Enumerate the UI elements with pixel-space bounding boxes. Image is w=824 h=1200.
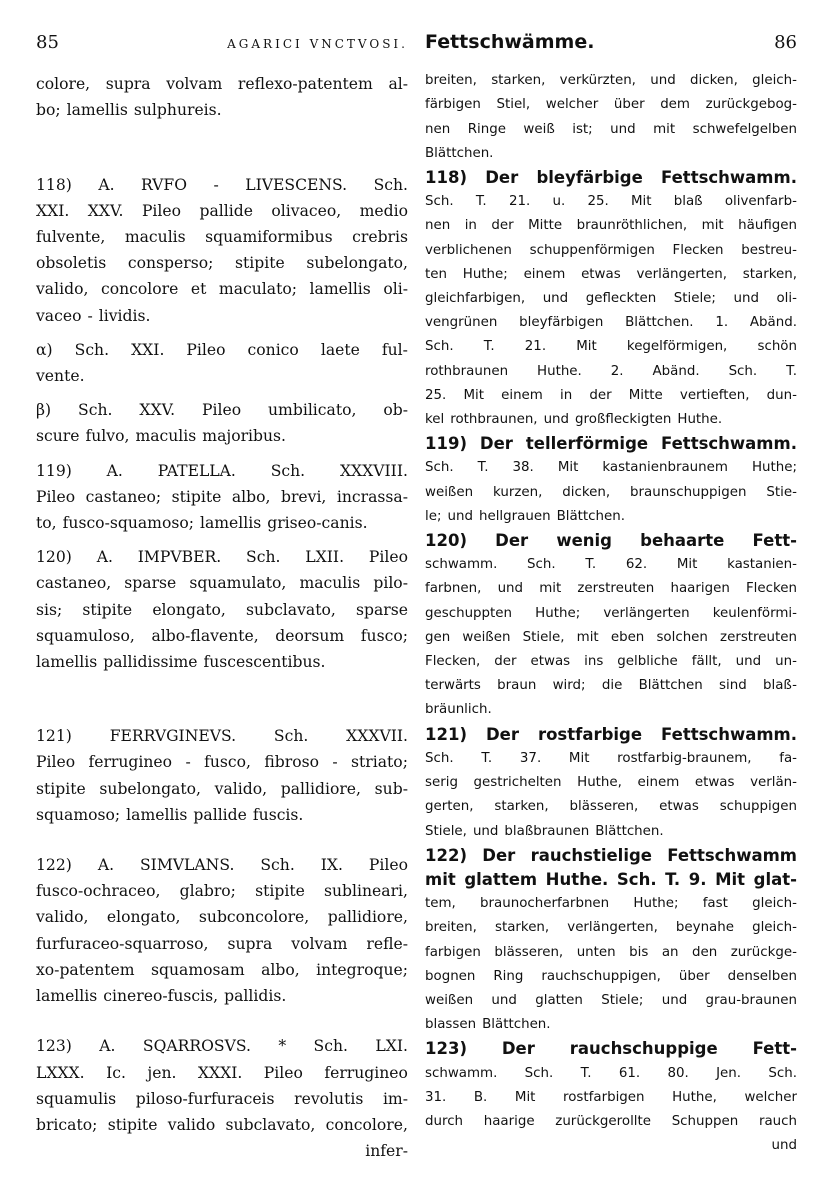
right-text-line: 31. B. Mit rostfarbigen Huthe, welcher	[425, 1089, 797, 1105]
left-text-line: bricato; stipite valido subclavato, concolore,	[36, 1115, 408, 1134]
left-paragraph-spacer	[36, 536, 408, 544]
right-text-line: kel rothbraunen, und großfleckigten Huthe.	[425, 412, 723, 428]
right-page	[425, 30, 797, 1158]
left-text-line: to, fusco-squamoso; lamellis griseo-canis.	[36, 514, 368, 533]
left-page	[36, 30, 408, 1164]
left-text-line: β) Sch. XXV. Pileo umbilicato, ob-	[36, 401, 408, 420]
left-paragraph	[36, 71, 408, 123]
right-text-line: Sch. T. 37. Mit rostfarbig-braunem, fa-	[425, 750, 797, 766]
left-paragraph-spacer	[36, 675, 408, 723]
right-text-line: rothbraunen Huthe. 2. Abänd. Sch. T.	[425, 363, 797, 379]
right-page-header	[425, 30, 797, 55]
left-text-line: squamoso; lamellis pallide fuscis.	[36, 805, 304, 824]
right-paragraph	[425, 69, 797, 166]
right-text-line: schwamm. Sch. T. 62. Mit kastanien-	[425, 557, 797, 573]
left-text-line: castaneo, sparse squamulato, maculis pilo-	[36, 574, 408, 593]
right-text-line: le; und hellgrauen Blättchen.	[425, 508, 626, 524]
left-text-line: colore, supra volvam reflexo-patentem al-	[36, 75, 408, 94]
left-text-line: XXI. XXV. Pileo pallide olivaceo, medio	[36, 201, 408, 220]
left-text-line: fulvente, maculis squamiformibus crebris	[36, 228, 408, 247]
left-text-line: 119) A. PATELLA. Sch. XXXVIII.	[36, 461, 408, 480]
right-text-line: weißen und glatten Stiele; und grau-braunen	[425, 992, 797, 1008]
right-paragraph	[425, 1037, 797, 1158]
left-text-line: Pileo ferrugineo - fusco, fibroso - striato;	[36, 753, 408, 772]
left-paragraph	[36, 723, 408, 828]
left-text-line: bo; lamellis sulphureis.	[36, 101, 222, 120]
left-text-line: 120) A. IMPVBER. Sch. LXII. Pileo	[36, 548, 408, 567]
right-text-line: 120) Der wenig behaarte Fett-	[425, 531, 797, 551]
left-text-line: fusco-ochraceo, glabro; stipite sublineari,	[36, 882, 408, 901]
right-text-line: farbnen, und mit zerstreuten haarigen Flecken	[425, 581, 797, 597]
left-paragraph	[36, 1033, 408, 1164]
right-text-line: geschuppten Huthe; verlängerten keulenförmi-	[425, 605, 797, 621]
right-text-line: 122) Der rauchstielige Fettschwamm	[425, 845, 797, 865]
right-text-line: tem, braunocherfarbnen Huthe; fast gleich-	[425, 896, 797, 912]
right-text-line: farbigen blässeren, unten bis an den zurückge-	[425, 944, 797, 960]
right-text-line: ten Huthe; einem etwas verlängerten, starken,	[425, 266, 797, 282]
right-text-line: breiten, starken, verlängerten, beynahe gleich-	[425, 920, 797, 936]
right-paragraph	[425, 166, 797, 432]
left-paragraph-spacer	[36, 828, 408, 852]
right-text-line: blassen Blättchen.	[425, 1017, 551, 1033]
left-page-number: 85	[36, 32, 59, 53]
left-paragraph	[36, 397, 408, 449]
left-text-line: Pileo castaneo; stipite albo, brevi, incrassa-	[36, 487, 408, 506]
right-text-line: nen in der Mitte braunröthlichen, mit häufigen	[425, 218, 797, 234]
left-paragraph	[36, 852, 408, 1009]
left-text-line: LXXX. Ic. jen. XXXI. Pileo ferrugineo	[36, 1063, 408, 1082]
left-paragraph-spacer	[36, 450, 408, 458]
right-text-line: gen weißen Stiele, mit eben solchen zerstreuten	[425, 629, 797, 645]
left-text-line: sis; stipite elongato, subclavato, sparse	[36, 600, 408, 619]
left-text-line: obsoletis conspersо; stipite subelongato,	[36, 254, 408, 273]
right-text-line: 118) Der bleyfärbige Fettschwamm.	[425, 168, 797, 188]
right-text-line: Sch. T. 21. u. 25. Mit blaß olivenfarb-	[425, 194, 797, 210]
right-text-line: Stiele, und blaßbraunen Blättchen.	[425, 823, 664, 839]
right-text-line: Flecken, der etwas ins gelbliche fällt, und un-	[425, 654, 797, 670]
left-page-body	[36, 71, 408, 1164]
right-paragraph	[425, 432, 797, 529]
right-text-line: 25. Mit einem in der Mitte vertieften, dun-	[425, 387, 797, 403]
left-text-line: squamulis piloso-furfuraceis revolutis im-	[36, 1089, 408, 1108]
right-running-title: Fettschwämme.	[425, 31, 595, 53]
left-text-line: valido, concolore et maculato; lamellis oli-	[36, 280, 408, 299]
left-paragraph	[36, 458, 408, 537]
right-text-line: mit glattem Huthe. Sch. T. 9. Mit glat-	[425, 869, 797, 889]
left-text-line: 118) A. RVFO - LIVESCENS. Sch.	[36, 175, 408, 194]
right-text-line: 121) Der rostfarbige Fettschwamm.	[425, 724, 797, 744]
right-text-line: gerten, starken, blässeren, etwas schuppigen	[425, 799, 797, 815]
right-catchword: und	[771, 1138, 797, 1154]
left-paragraph	[36, 544, 408, 675]
left-paragraph-spacer	[36, 1009, 408, 1033]
right-text-line: serig gestrichelten Huthe, einem etwas verlän-	[425, 775, 797, 791]
right-page-number: 86	[774, 32, 797, 53]
right-text-line: Sch. T. 38. Mit kastanienbraunem Huthe;	[425, 460, 797, 476]
left-paragraph-spacer	[36, 389, 408, 397]
left-paragraph	[36, 172, 408, 329]
right-paragraph	[425, 844, 797, 1038]
right-paragraph	[425, 723, 797, 844]
left-paragraph	[36, 337, 408, 389]
left-text-line: scure fulvo, maculis majoribus.	[36, 427, 287, 446]
left-paragraph-spacer	[36, 124, 408, 172]
left-text-line: 123) A. SQARROSVS. * Sch. LXI.	[36, 1037, 408, 1056]
left-text-line: lamellis pallidissime fuscescentibus.	[36, 653, 326, 672]
right-text-line: 123) Der rauchschuppige Fett-	[425, 1039, 797, 1059]
left-page-header	[36, 30, 408, 57]
left-text-line: α) Sch. XXI. Pileo conico laete ful-	[36, 340, 408, 359]
right-page-body	[425, 69, 797, 1158]
right-text-line: bräunlich.	[425, 702, 492, 718]
left-text-line: vente.	[36, 367, 85, 386]
right-text-line: gleichfarbigen, und gefleckten Stiele; und oli-	[425, 291, 797, 307]
left-text-line: xo-patentem squamosam albo, integroque;	[36, 960, 408, 979]
left-paragraph-spacer	[36, 329, 408, 337]
left-running-title: AGARICI VNCTVOSI.	[227, 37, 408, 51]
right-text-line: vengrünen bleyfärbigen Blättchen. 1. Abänd.	[425, 315, 797, 331]
left-text-line: 122) A. SIMVLANS. Sch. IX. Pileo	[36, 856, 408, 875]
left-catchword: infer-	[365, 1142, 408, 1161]
right-text-line: nen Ringe weiß ist; und mit schwefelgelben	[425, 121, 797, 137]
right-text-line: färbigen Stiel, welcher über dem zurückgebog-	[425, 97, 797, 113]
left-text-line: vaceo - lividis.	[36, 306, 151, 325]
right-text-line: Blättchen.	[425, 145, 494, 161]
left-text-line: squamuloso, albo-flavente, deorsum fusco;	[36, 626, 408, 645]
right-text-line: breiten, starken, verkürzten, und dicken, gleich-	[425, 73, 797, 89]
right-text-line: Sch. T. 21. Mit kegelförmigen, schön	[425, 339, 797, 355]
right-text-line: weißen kurzen, dicken, braunschuppigen Stie-	[425, 484, 797, 500]
right-text-line: schwamm. Sch. T. 61. 80. Jen. Sch.	[425, 1065, 797, 1081]
right-text-line: verblichenen schuppenförmigen Flecken bestreu-	[425, 242, 797, 258]
left-text-line: furfuraceo-squarroso, supra volvam refle-	[36, 934, 408, 953]
left-text-line: lamellis cinereo-fuscis, pallidis.	[36, 987, 287, 1006]
left-text-line: stipite subelongato, valido, pallidiore, sub-	[36, 779, 408, 798]
left-text-line: valido, elongato, subconcolore, pallidiore,	[36, 908, 408, 927]
right-paragraph	[425, 529, 797, 723]
right-text-line: 119) Der tellerförmige Fettschwamm.	[425, 434, 797, 454]
right-text-line: bognen Ring rauchschuppigen, über denselben	[425, 968, 797, 984]
right-text-line: durch haarige zurückgerollte Schuppen rauch	[425, 1113, 797, 1129]
left-text-line: 121) FERRVGINEVS. Sch. XXXVII.	[36, 727, 408, 746]
right-text-line: terwärts braun wird; die Blättchen sind blaß-	[425, 678, 797, 694]
